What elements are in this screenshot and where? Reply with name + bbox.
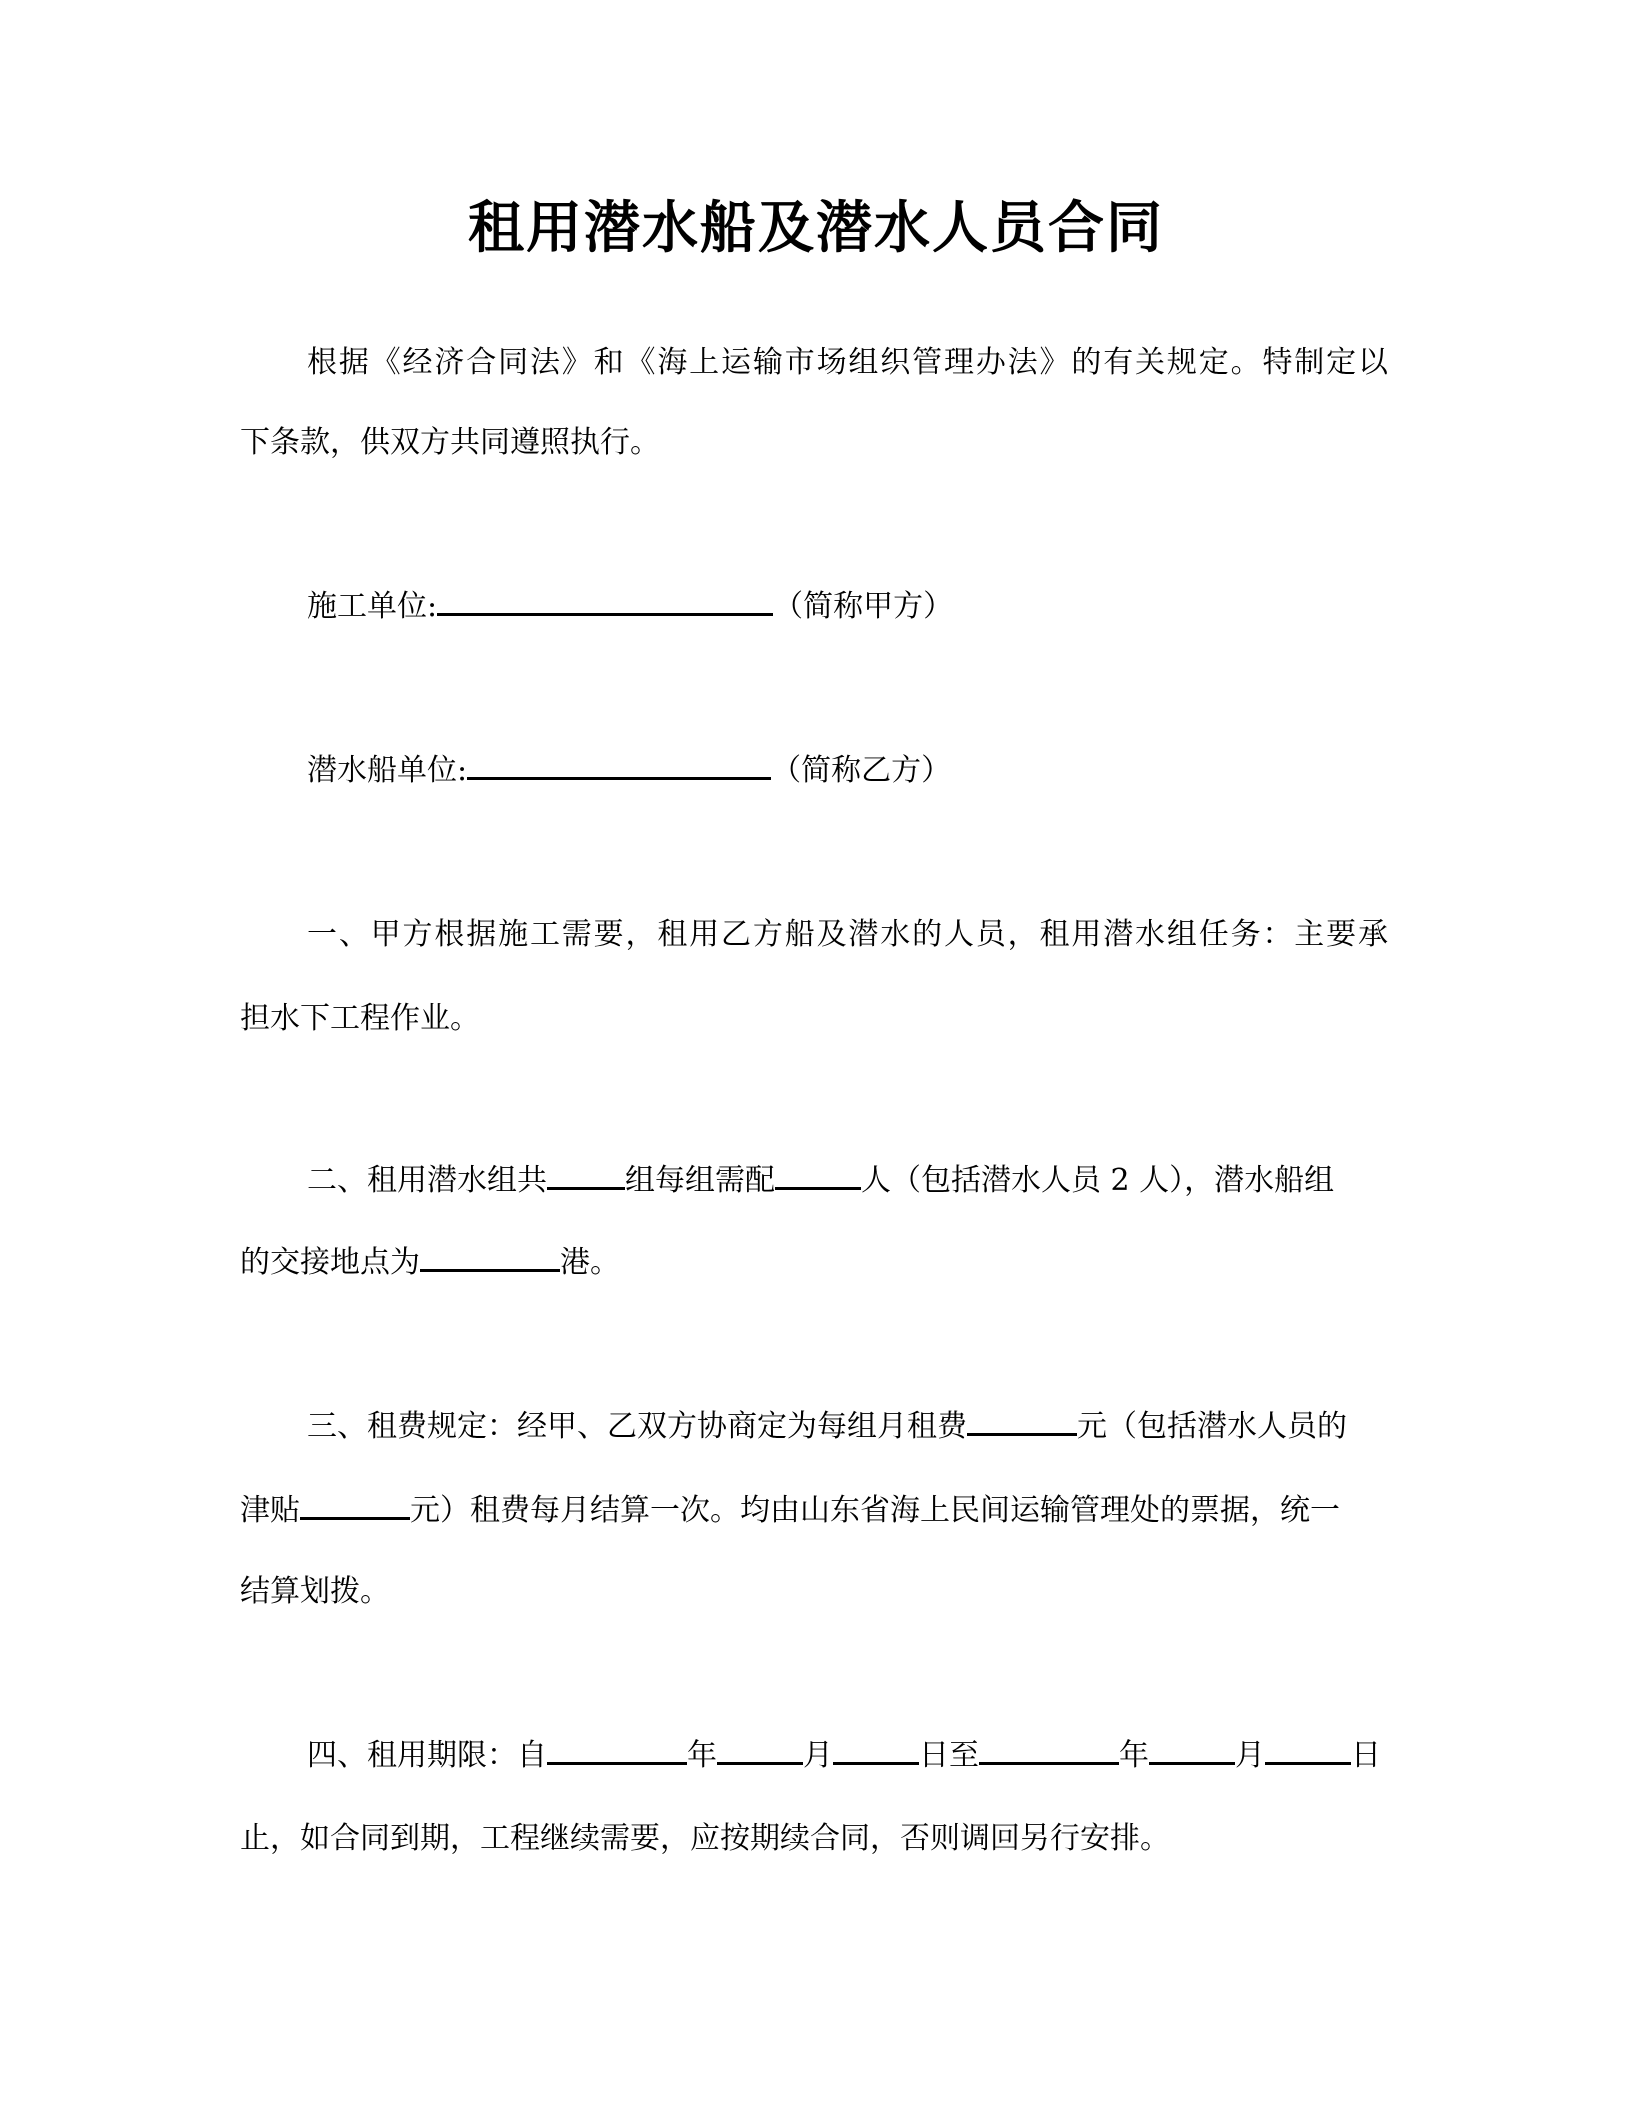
month-label-1: 月 <box>803 1738 833 1773</box>
clause2-text-d: 的交接地点为 <box>240 1245 420 1280</box>
clause3-line-3: 结算划拨。 <box>240 1574 390 1609</box>
day-label-2: 日 <box>1351 1738 1381 1773</box>
clause2-line-2 <box>240 1243 1388 1283</box>
start-year-blank[interactable] <box>547 1736 687 1765</box>
clause4-line-2: 止，如合同到期，工程继续需要，应按期续合同，否则调回另行安排。 <box>240 1821 1170 1856</box>
year-label-1: 年 <box>687 1738 717 1773</box>
clause1-line-2: 担水下工程作业。 <box>240 1001 480 1036</box>
handover-port-blank[interactable] <box>420 1243 560 1272</box>
month-label-2: 月 <box>1235 1738 1265 1773</box>
clause2-text-e: 港。 <box>560 1245 620 1280</box>
intro-line-2: 下条款，供双方共同遵照执行。 <box>240 425 660 460</box>
group-count-blank[interactable] <box>547 1161 625 1190</box>
clause2-text-c: 人（包括潜水人员 2 人），潜水船组 <box>861 1163 1335 1198</box>
party-a-row <box>307 587 1388 627</box>
clause2-text-a: 二、租用潜水组共 <box>307 1163 547 1198</box>
party-a-label: 施工单位: <box>307 589 438 624</box>
clause3-line-2 <box>240 1491 1388 1531</box>
clause3-text-d: 元）租费每月结算一次。均由山东省海上民间运输管理处的票据，统一 <box>410 1493 1340 1528</box>
persons-per-group-blank[interactable] <box>775 1161 861 1190</box>
clause4-line-1 <box>307 1736 1388 1776</box>
party-b-blank[interactable] <box>467 751 771 780</box>
clause3-text-a: 三、租费规定：经甲、乙双方协商定为每组月租费 <box>307 1409 967 1444</box>
party-b-suffix: （简称乙方） <box>771 753 952 788</box>
end-day-blank[interactable] <box>1265 1736 1351 1765</box>
clause2-line-1 <box>307 1161 1388 1201</box>
intro-line-1: 根据《经济合同法》和《海上运输市场组织管理办法》的有关规定。特制定以 <box>307 345 1388 380</box>
party-b-label: 潜水船单位: <box>307 753 468 788</box>
start-day-blank[interactable] <box>833 1736 919 1765</box>
clause3-text-b: 元（包括潜水人员的 <box>1077 1409 1347 1444</box>
party-b-row <box>307 751 1388 791</box>
clause3-text-c: 津贴 <box>240 1493 300 1528</box>
end-year-blank[interactable] <box>979 1736 1119 1765</box>
end-month-blank[interactable] <box>1149 1736 1235 1765</box>
clause4-text-a: 四、租用期限：自 <box>307 1738 547 1773</box>
monthly-rent-blank[interactable] <box>967 1407 1077 1436</box>
document-title: 租用潜水船及潜水人员合同 <box>468 196 1164 261</box>
allowance-blank[interactable] <box>300 1491 410 1520</box>
clause3-line-1 <box>307 1407 1388 1447</box>
start-month-blank[interactable] <box>717 1736 803 1765</box>
year-label-2: 年 <box>1119 1738 1149 1773</box>
party-a-suffix: （简称甲方） <box>773 589 954 624</box>
clause2-text-b: 组每组需配 <box>625 1163 775 1198</box>
clause1-line-1: 一、甲方根据施工需要，租用乙方船及潜水的人员，租用潜水组任务：主要承 <box>307 917 1388 952</box>
day-label-1: 日至 <box>919 1738 979 1773</box>
party-a-blank[interactable] <box>437 587 773 616</box>
